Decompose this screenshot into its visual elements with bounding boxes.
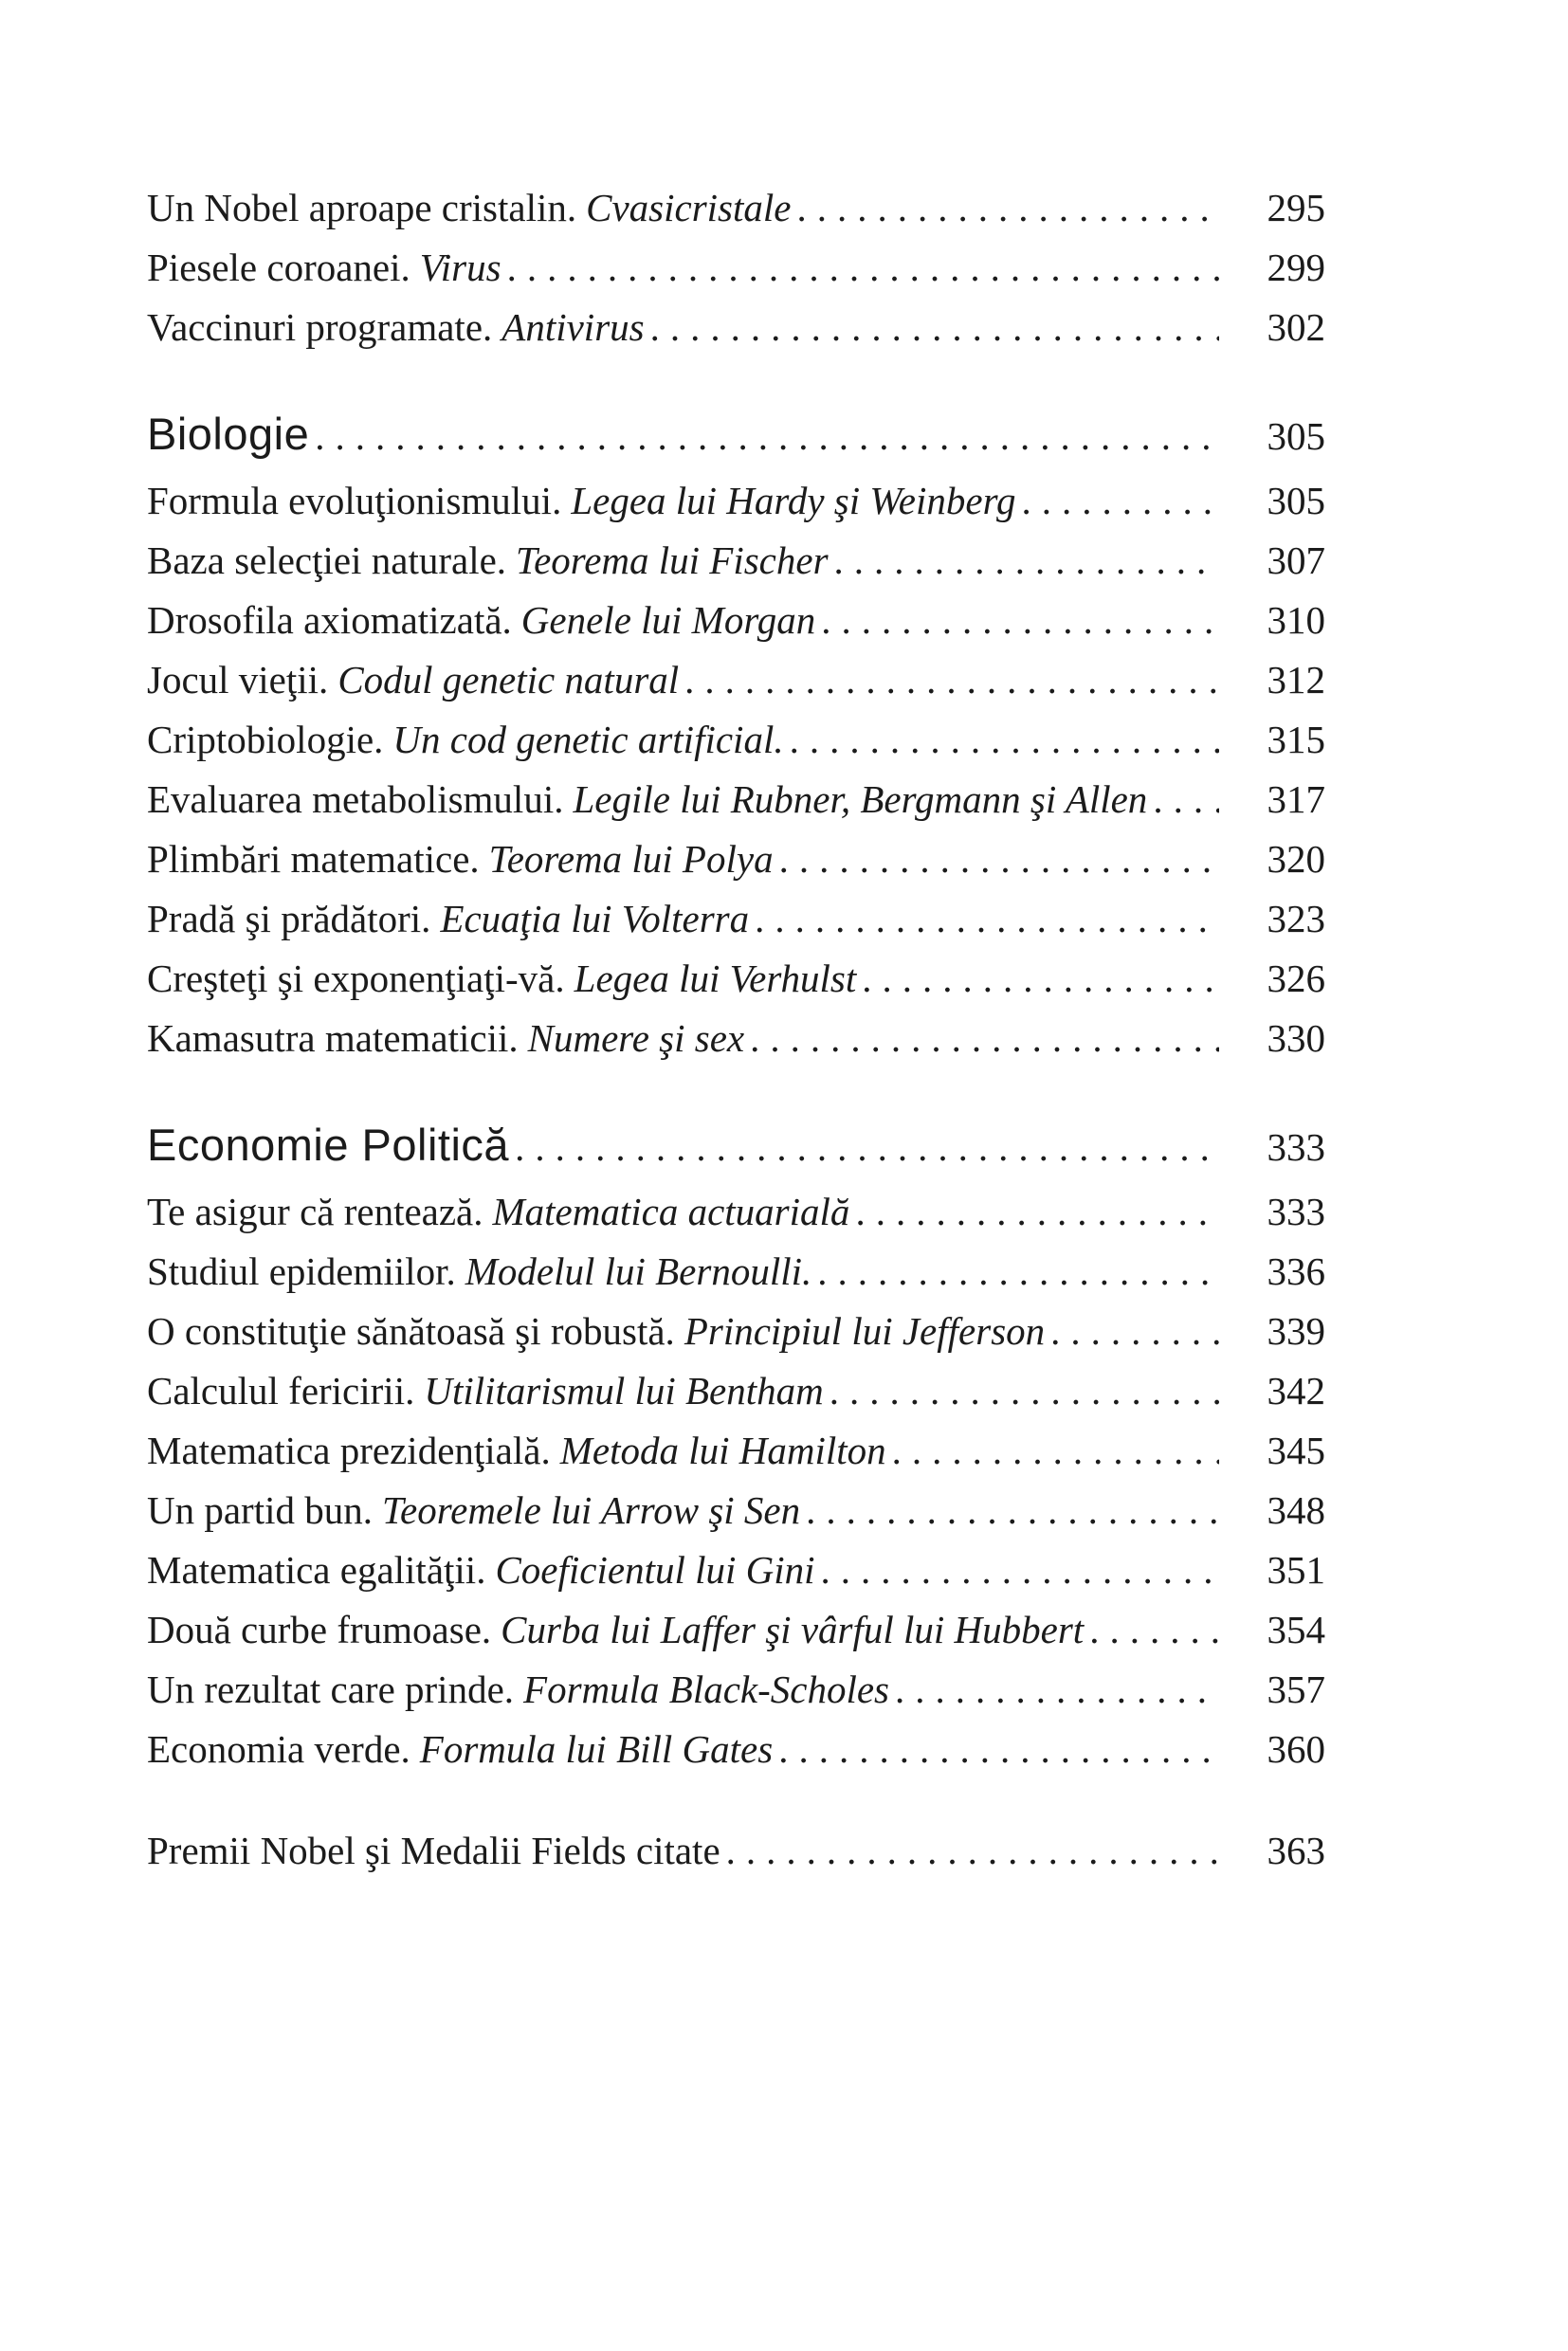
dot-leader bbox=[790, 710, 1219, 770]
dot-leader bbox=[892, 1421, 1219, 1481]
entry-title: Premii Nobel şi Medalii Fields citate bbox=[147, 1829, 720, 1872]
dot-leader bbox=[830, 1361, 1219, 1421]
entry-title: Drosofila axiomatizată. bbox=[147, 598, 512, 642]
entry-page-number: 305 bbox=[1267, 414, 1325, 458]
entry-subtitle: Ecuaţia lui Volterra bbox=[440, 897, 750, 940]
toc-entry bbox=[147, 1421, 1325, 1481]
toc-entry bbox=[147, 238, 1325, 298]
entry-page-number: 357 bbox=[1267, 1668, 1325, 1711]
entry-subtitle: Matematica actuarială bbox=[492, 1190, 850, 1233]
dot-leader bbox=[834, 531, 1219, 591]
toc-entry bbox=[147, 1009, 1325, 1068]
dot-leader bbox=[1022, 471, 1219, 531]
entry-page-number: 315 bbox=[1267, 718, 1325, 761]
entry-page-number: 363 bbox=[1267, 1829, 1325, 1872]
entry-title: Piesele coroanei. bbox=[147, 246, 410, 289]
entry-subtitle: Formula Black-Scholes bbox=[523, 1668, 890, 1711]
toc-entry bbox=[147, 1481, 1325, 1540]
entry-subtitle: Utilitarismul lui Bentham bbox=[424, 1369, 824, 1412]
toc-entry bbox=[147, 298, 1325, 357]
entry-subtitle: Metoda lui Hamilton bbox=[559, 1429, 886, 1472]
entry-page-number: 333 bbox=[1267, 1125, 1325, 1169]
entry-title: Matematica egalităţii. bbox=[147, 1548, 486, 1592]
entry-page-number: 317 bbox=[1267, 777, 1325, 821]
entry-page-number: 351 bbox=[1267, 1548, 1325, 1592]
dot-leader bbox=[650, 298, 1219, 357]
entry-page-number: 295 bbox=[1267, 186, 1325, 229]
dot-leader bbox=[797, 178, 1220, 238]
entry-page-number: 307 bbox=[1267, 538, 1325, 582]
dot-leader bbox=[684, 650, 1219, 710]
toc-entry bbox=[147, 1660, 1325, 1720]
entry-page-number: 330 bbox=[1267, 1016, 1325, 1060]
entry-title: O constituţie sănătoasă şi robustă. bbox=[147, 1309, 675, 1353]
entry-subtitle: Modelul lui Bernoulli. bbox=[465, 1249, 812, 1293]
entry-title: Plimbări matematice. bbox=[147, 837, 480, 881]
entry-page-number: 354 bbox=[1267, 1608, 1325, 1651]
toc-entry bbox=[147, 1361, 1325, 1421]
toc-entry bbox=[147, 770, 1325, 829]
section-title: Biologie bbox=[147, 409, 310, 459]
toc-entry bbox=[147, 1302, 1325, 1361]
entry-title: Creşteţi şi exponenţiaţi-vă. bbox=[147, 957, 565, 1000]
dot-leader bbox=[895, 1660, 1219, 1720]
dot-leader bbox=[821, 591, 1219, 650]
dot-leader bbox=[806, 1481, 1219, 1540]
entry-title: Pradă şi prădători. bbox=[147, 897, 431, 940]
entry-page-number: 312 bbox=[1267, 658, 1325, 702]
toc-entry bbox=[147, 1600, 1325, 1660]
dot-leader bbox=[1153, 770, 1219, 829]
entry-page-number: 333 bbox=[1267, 1190, 1325, 1233]
dot-leader bbox=[855, 1182, 1219, 1242]
entry-page-number: 320 bbox=[1267, 837, 1325, 881]
toc-entry bbox=[147, 1182, 1325, 1242]
toc-section-heading bbox=[147, 1110, 1325, 1182]
entry-subtitle: Coeficientul lui Gini bbox=[495, 1548, 815, 1592]
entry-title: Jocul vieţii. bbox=[147, 658, 329, 702]
entry-subtitle: Numere şi sex bbox=[527, 1016, 745, 1060]
entry-subtitle: Formula lui Bill Gates bbox=[419, 1727, 774, 1771]
entry-title: Evaluarea metabolismului. bbox=[147, 777, 564, 821]
entry-title: Un Nobel aproape cristalin. bbox=[147, 186, 577, 229]
toc-entry bbox=[147, 829, 1325, 889]
dot-leader bbox=[726, 1821, 1219, 1881]
entry-page-number: 326 bbox=[1267, 957, 1325, 1000]
dot-leader bbox=[817, 1242, 1219, 1302]
entry-subtitle: Genele lui Morgan bbox=[520, 598, 816, 642]
entry-subtitle: Un cod genetic artificial. bbox=[392, 718, 784, 761]
dot-leader bbox=[507, 238, 1219, 298]
toc-list bbox=[147, 178, 1325, 1881]
entry-subtitle: Principiul lui Jefferson bbox=[684, 1309, 1046, 1353]
dot-leader bbox=[778, 1720, 1219, 1779]
entry-title: Te asigur că rentează. bbox=[147, 1190, 483, 1233]
entry-page-number: 299 bbox=[1267, 246, 1325, 289]
entry-subtitle: Teorema lui Fischer bbox=[516, 538, 829, 582]
entry-page-number: 342 bbox=[1267, 1369, 1325, 1412]
entry-subtitle: Legile lui Rubner, Bergmann şi Allen bbox=[573, 777, 1148, 821]
toc-entry bbox=[147, 710, 1325, 770]
entry-title: Calculul fericirii. bbox=[147, 1369, 415, 1412]
entry-title: Matematica prezidenţială. bbox=[147, 1429, 551, 1472]
toc-entry bbox=[147, 531, 1325, 591]
entry-subtitle: Legea lui Hardy şi Weinberg bbox=[571, 479, 1016, 522]
section-title: Economie Politică bbox=[147, 1120, 510, 1170]
entry-subtitle: Curba lui Laffer şi vârful lui Hubbert bbox=[501, 1608, 1085, 1651]
entry-title: Economia verde. bbox=[147, 1727, 410, 1771]
entry-subtitle: Cvasicristale bbox=[586, 186, 792, 229]
dot-leader bbox=[821, 1540, 1219, 1600]
entry-title: Criptobiologie. bbox=[147, 718, 384, 761]
entry-page-number: 302 bbox=[1267, 305, 1325, 349]
entry-page-number: 345 bbox=[1267, 1429, 1325, 1472]
dot-leader bbox=[755, 889, 1219, 949]
dot-leader bbox=[515, 1112, 1219, 1182]
toc-section-heading bbox=[147, 399, 1325, 471]
entry-subtitle: Codul genetic natural bbox=[337, 658, 680, 702]
dot-leader bbox=[1089, 1600, 1219, 1660]
entry-subtitle: Teorema lui Polya bbox=[488, 837, 774, 881]
entry-page-number: 336 bbox=[1267, 1249, 1325, 1293]
entry-title: Două curbe frumoase. bbox=[147, 1608, 492, 1651]
entry-title: Baza selecţiei naturale. bbox=[147, 538, 507, 582]
entry-subtitle: Virus bbox=[419, 246, 501, 289]
toc-entry bbox=[147, 1720, 1325, 1779]
entry-page-number: 339 bbox=[1267, 1309, 1325, 1353]
entry-title: Un partid bun. bbox=[147, 1488, 373, 1532]
entry-page-number: 360 bbox=[1267, 1727, 1325, 1771]
toc-entry bbox=[147, 1821, 1325, 1881]
toc-entry bbox=[147, 949, 1325, 1009]
toc-entry bbox=[147, 650, 1325, 710]
entry-page-number: 310 bbox=[1267, 598, 1325, 642]
entry-page-number: 305 bbox=[1267, 479, 1325, 522]
dot-leader bbox=[779, 829, 1219, 889]
toc-entry bbox=[147, 889, 1325, 949]
dot-leader bbox=[750, 1009, 1219, 1068]
dot-leader bbox=[315, 401, 1219, 471]
entry-subtitle: Legea lui Verhulst bbox=[574, 957, 857, 1000]
dot-leader bbox=[862, 949, 1219, 1009]
dot-leader bbox=[1050, 1302, 1219, 1361]
toc-entry bbox=[147, 591, 1325, 650]
entry-page-number: 348 bbox=[1267, 1488, 1325, 1532]
entry-title: Formula evoluţionismului. bbox=[147, 479, 562, 522]
toc-entry bbox=[147, 1540, 1325, 1600]
entry-page-number: 323 bbox=[1267, 897, 1325, 940]
toc-entry bbox=[147, 471, 1325, 531]
entry-subtitle: Teoremele lui Arrow şi Sen bbox=[382, 1488, 801, 1532]
toc-entry bbox=[147, 1242, 1325, 1302]
entry-title: Studiul epidemiilor. bbox=[147, 1249, 456, 1293]
toc-entry bbox=[147, 178, 1325, 238]
entry-subtitle: Antivirus bbox=[501, 305, 645, 349]
entry-title: Un rezultat care prinde. bbox=[147, 1668, 515, 1711]
entry-title: Vaccinuri programate. bbox=[147, 305, 493, 349]
entry-title: Kamasutra matematicii. bbox=[147, 1016, 519, 1060]
